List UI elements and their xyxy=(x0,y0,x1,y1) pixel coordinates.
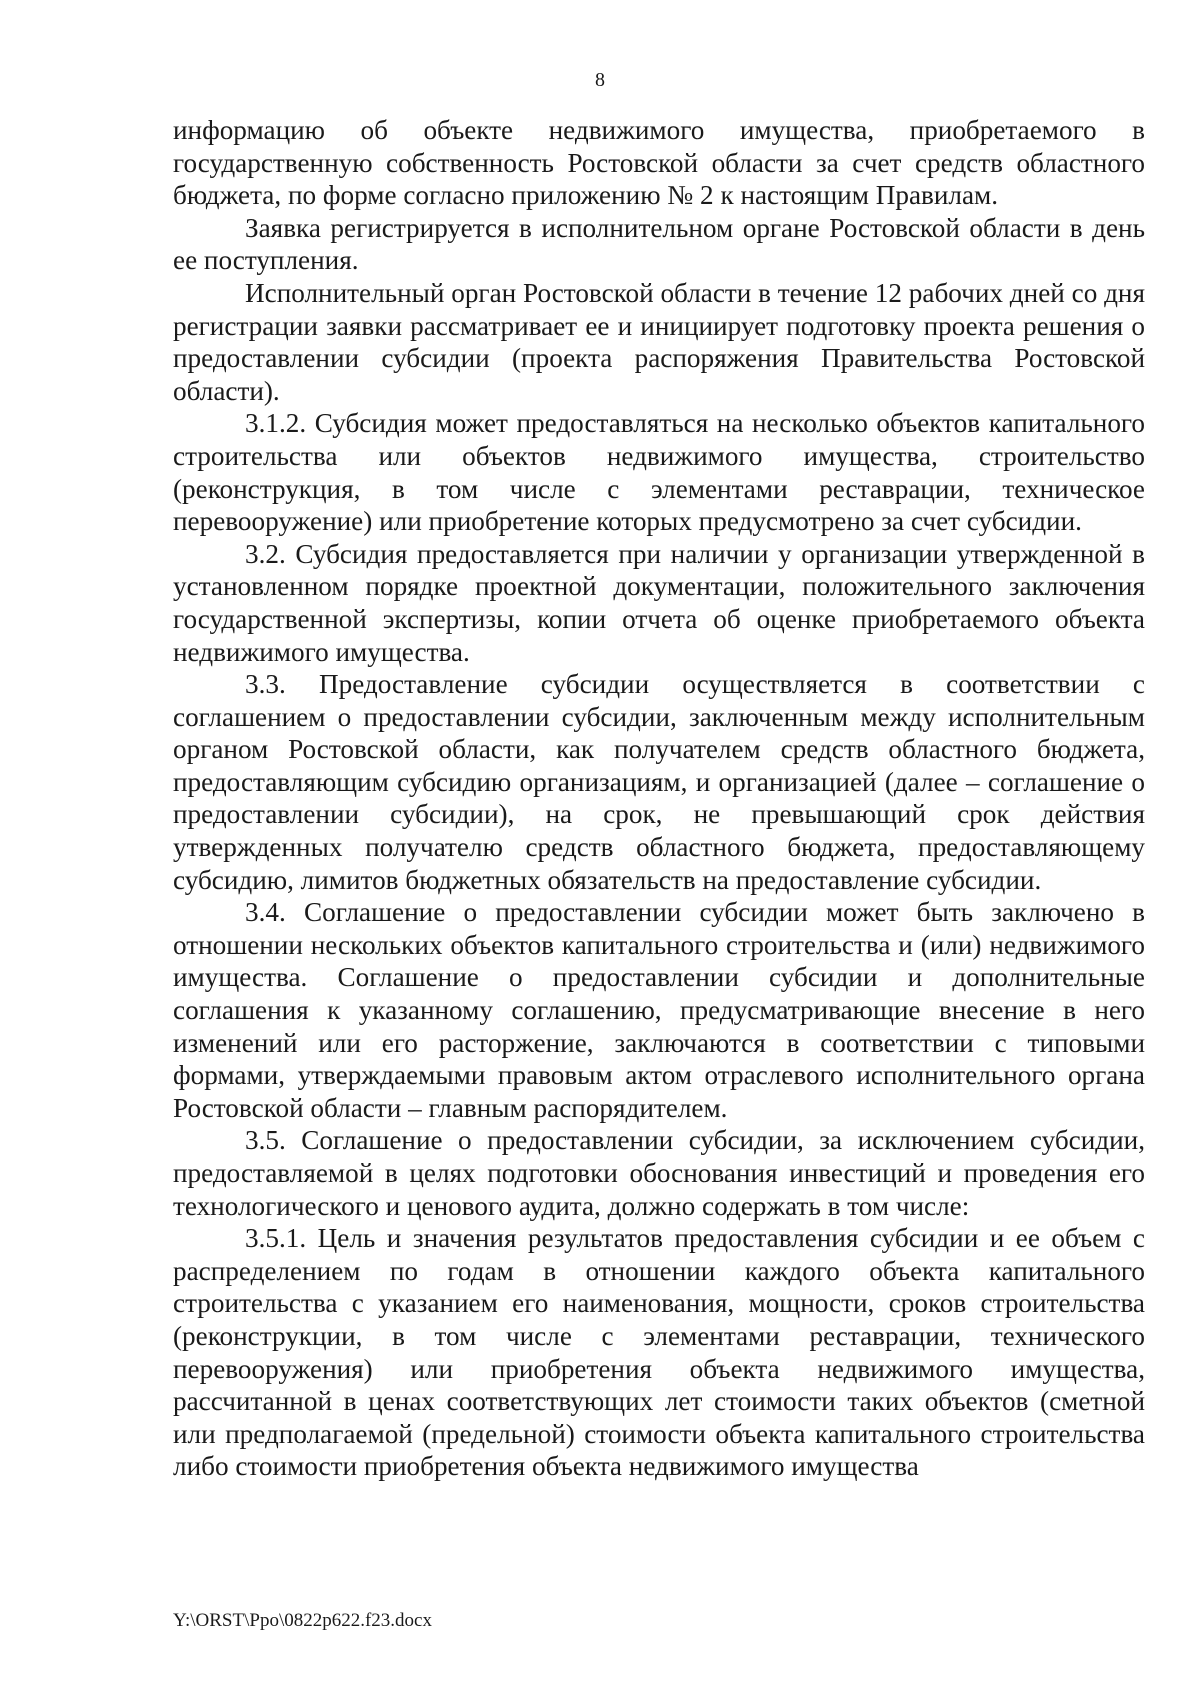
paragraph: информацию об объекте недвижимого имущества, приобретаемого в государственную собственность Ростовской области за счет средств областного бюджета, по форме согласно приложению № 2 к настоящим Правилам. xyxy=(173,115,1145,211)
paragraph: 3.4. Соглашение о предоставлении субсидии может быть заключено в отношении нескольких объектов капитального строительства и (или) недвижимого имущества. Соглашение о предоставлении субсидии и дополнительные соглашения к указанному соглашению, предусматривающие внесение в него изменений или его расторжение, заключаются в соответствии с типовыми формами, утверждаемыми правовым актом отраслевого исполнительного органа Ростовской области – главным распорядителем. xyxy=(173,897,1145,1123)
paragraph: 3.3. Предоставление субсидии осуществляется в соответствии с соглашением о предоставлении субсидии, заключенным между исполнительным органом Ростовской области, как получателем средств областного бюджета, предоставляющим субсидию организациям, и организацией (далее – соглашение о предоставлении субсидии), на срок, не превышающий срок действия утвержденных получателю средств областного бюджета, предоставляющему субсидию, лимитов бюджетных обязательств на предоставление субсидии. xyxy=(173,669,1145,895)
paragraph: 3.1.2. Субсидия может предоставляться на несколько объектов капитального строительства или объектов недвижимого имущества, строительство (реконструкция, в том числе с элементами реставрации, техническое перевооружение) или приобретение которых предусмотрено за счет субсидии. xyxy=(173,408,1145,537)
paragraph: 3.5.1. Цель и значения результатов предоставления субсидии и ее объем с распределением по годам в отношении каждого объекта капитального строительства с указанием его наименования, мощности, сроков строительства (реконструкции, в том числе с элементами реставрации, технического перевооружения) или приобретения объекта недвижимого имущества, рассчитанной в ценах соответствующих лет стоимости таких объектов (сметной или предполагаемой (предельной) стоимости объекта капитального строительства либо стоимости приобретения объекта недвижимого имущества xyxy=(173,1223,1145,1482)
paragraph: Заявка регистрируется в исполнительном органе Ростовской области в день ее поступления. xyxy=(173,212,1145,276)
page-number: 8 xyxy=(595,69,605,91)
paragraph: Исполнительный орган Ростовской области в течение 12 рабочих дней со дня регистрации заявки рассматривает ее и инициирует подготовку проекта решения о предоставлении субсидии (проекта распоряжения Правительства Ростовской области). xyxy=(173,277,1145,406)
footer-file-path: Y:\ORST\Ppo\0822p622.f23.docx xyxy=(173,1610,432,1631)
paragraph: 3.2. Субсидия предоставляется при наличии у организации утвержденной в установленном порядке проектной документации, положительного заключения государственной экспертизы, копии отчета об оценке приобретаемого объекта недвижимого имущества. xyxy=(173,538,1145,667)
document-body xyxy=(173,114,1145,1483)
paragraph: 3.5. Соглашение о предоставлении субсидии, за исключением субсидии, предоставляемой в целях подготовки обоснования инвестиций и проведения его технологического и ценового аудита, должно содержать в том числе: xyxy=(173,1125,1145,1221)
